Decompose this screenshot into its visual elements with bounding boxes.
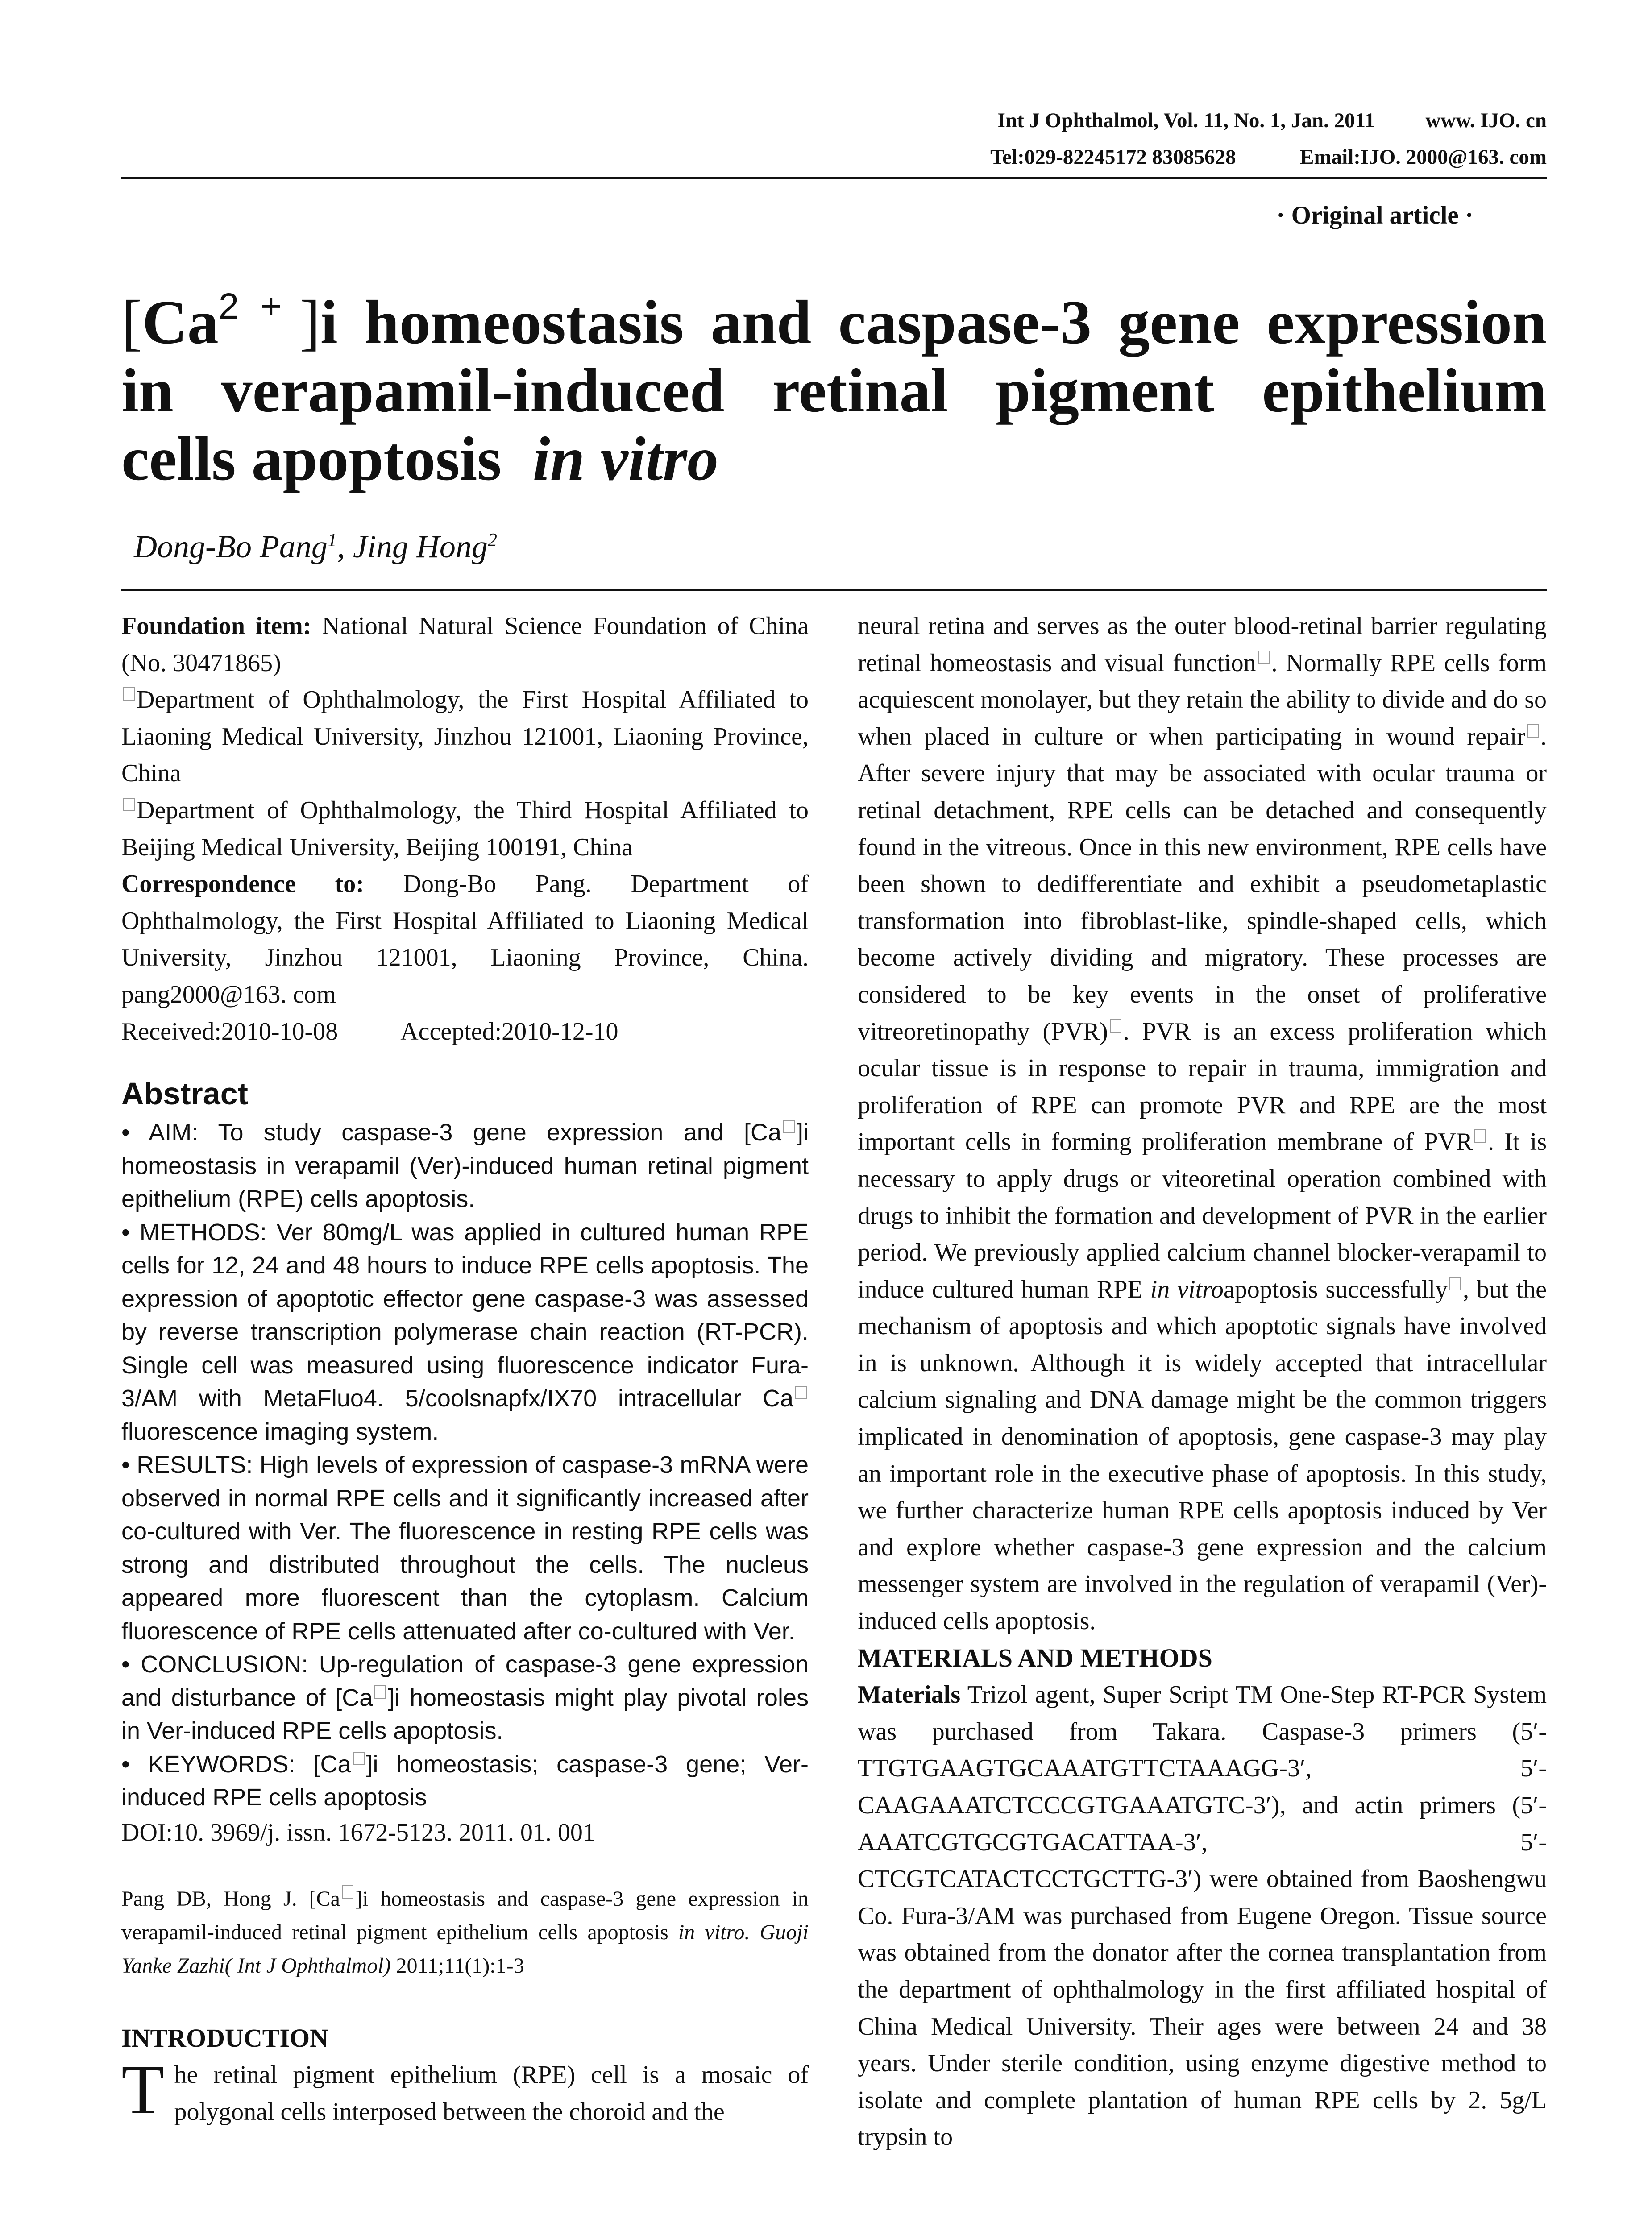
missing-glyph-icon	[1110, 1019, 1121, 1033]
doi[interactable]: DOI:10. 3969/j. issn. 1672-5123. 2011. 01. 001	[121, 1818, 595, 1846]
citation-text: Pang DB, Hong J. [Ca	[121, 1887, 340, 1911]
affiliation-mark: 2	[487, 530, 497, 551]
affiliation-text: Department of Ophthalmology, the First Hospital Affiliated to Liaoning Medical University, Jinzhou 121001, Liaoning Province, China	[121, 686, 809, 788]
introduction-text: he retinal pigment epithelium (RPE) cell is a mosaic of polygonal cells interposed between the choroid and the	[174, 2061, 809, 2126]
header-rule	[121, 177, 1547, 179]
authors-rule	[121, 589, 1547, 591]
materials-paragraph	[858, 1676, 1547, 2156]
citation-volume: 2011;11(1):1-3	[390, 1953, 524, 1978]
keywords-text: ]i homeostasis; caspase-3 gene; Ver-induced RPE cells apoptosis	[121, 1750, 809, 1811]
paper-title	[121, 272, 1547, 493]
conclusion-text: ]i homeostasis might play pivotal roles in Ver-induced RPE cells apoptosis.	[121, 1684, 809, 1745]
introduction-text: . After severe injury that may be associated with ocular trauma or retinal detachment, RPE cells can be detached and consequently found in the vitreous. Once in this new environment, RPE cells have been shown to dedifferentiate and exhibit a pseudometaplastic transformation into fibroblast-like, spindle-shaped cells, which become actively dividing and migratory. These processes are considered to be key events in the onset of proliferative vitreoretinopathy (PVR)	[858, 722, 1547, 1045]
title-in-vitro: in vitro	[532, 424, 718, 493]
missing-glyph-icon	[1449, 1277, 1461, 1290]
methods-text: fluorescence imaging system.	[121, 1418, 439, 1445]
received-date: Received:2010-10-08	[121, 1017, 338, 1045]
missing-glyph-icon	[1474, 1129, 1486, 1143]
citation-journal: in vitro. Guoji Yanke Zazhi( Int J Ophthalmol)	[121, 1920, 809, 1978]
missing-glyph-icon	[795, 1386, 807, 1399]
keywords-text: [Ca	[295, 1750, 351, 1778]
introduction-heading: INTRODUCTION	[121, 2023, 329, 2053]
abstract-methods	[121, 1216, 809, 1449]
aim-text: To study caspase-3 gene expression and [Ca	[198, 1119, 781, 1146]
journal-tel: Tel:029-82245172 83085628	[990, 145, 1236, 169]
abstract-aim	[121, 1116, 809, 1216]
dates	[121, 1013, 809, 1050]
journal-info: Int J Ophthalmol, Vol. 11, No. 1, Jan. 2011	[997, 109, 1375, 132]
methods-label: • METHODS:	[121, 1219, 267, 1246]
introduction-text: apoptosis successfully	[1223, 1275, 1448, 1303]
author-name: Dong-Bo Pang	[134, 529, 328, 564]
introduction-text: . Normally RPE cells form acquiescent monolayer, but they retain the ability to divide and do so when placed in culture or when participating in wound repair	[858, 649, 1547, 751]
author-list	[134, 528, 497, 565]
correspondence-label: Correspondence to:	[121, 870, 364, 898]
results-label: • RESULTS:	[121, 1451, 253, 1479]
foundation-text: National Natural Science Foundation of China (No. 30471865)	[121, 612, 809, 677]
aim-text: ]i homeostasis in verapamil (Ver)-induced human retinal pigment epithelium (RPE) cells apoptosis.	[121, 1119, 809, 1213]
journal-header-line-1	[997, 108, 1547, 133]
journal-website[interactable]: www. IJO. cn	[1425, 109, 1547, 132]
affiliation-mark: 1	[327, 530, 337, 551]
affiliation-1	[121, 681, 809, 792]
missing-glyph-icon	[123, 687, 135, 701]
conclusion-text: Up-regulation of caspase-3 gene expression and disturbance of [Ca	[121, 1651, 809, 1711]
missing-glyph-icon	[1258, 651, 1270, 664]
foundation-item	[121, 608, 809, 681]
results-text: High levels of expression of caspase-3 mRNA were observed in normal RPE cells and it significantly increased after co-cultured with Ver. The fluorescence in resting RPE cells was strong and distributed throughout the cells. The nucleus appeared more fluorescent than the cytoplasm. Calcium fluorescence of RPE cells attenuated after co-cultured with Ver.	[121, 1451, 809, 1645]
right-column	[858, 608, 1547, 2156]
title-bracket-open: [	[121, 288, 142, 357]
in-vitro-italic: in vitro	[1150, 1275, 1224, 1303]
citation	[121, 1882, 809, 1982]
title-ca: Ca	[142, 288, 219, 357]
article-type: · Original article ·	[1276, 201, 1474, 229]
abstract-heading: Abstract	[121, 1076, 248, 1111]
methods-text: Ver 80mg/L was applied in cultured human RPE cells for 12, 24 and 48 hours to induce RPE cells apoptosis. The expression of apoptotic effector gene caspase-3 was assessed by reverse transcription polymerase chain reaction (RT-PCR). Single cell was measured using fluorescence indicator Fura-3/AM with MetaFluo4. 5/coolsnapfx/IX70 intracellular Ca	[121, 1219, 809, 1412]
materials-text: Trizol agent, Super Script TM One-Step RT-PCR System was purchased from Takara. Caspase-3 primers (5′-TTGTGAAGTGCAAATGTTCTAAAGG-3′, 5′-CAAGAAATCTCCCGTGAAATGTC-3′), and actin primers (5′-AAATCGTGCGTGACATTAA-3′, 5′-CTCGTCATACTCCTGCTTG-3′) were obtained from Baoshengwu Co. Fura-3/AM was purchased from Eugene Oregon. Tissue source was obtained from the donator after the cornea transplantation from the department of ophthalmology in the first affiliated hospital of China Medical University. Their ages were between 24 and 38 years. Under sterile condition, using enzyme digestive method to isolate and complete plantation of human RPE cells by 2. 5g/L trypsin to	[858, 1681, 1547, 2151]
title-superscript: 2 +	[218, 286, 282, 327]
title-main: i homeostasis and caspase-3 gene expression in verapamil-induced retinal pigment epithelium cells apoptosis	[121, 288, 1547, 493]
correspondence-text: Dong-Bo Pang. Department of Ophthalmology, the First Hospital Affiliated to Liaoning Medical University, Jinzhou 121001, Liaoning Province, China. pang2000@163. com	[121, 870, 809, 1008]
author-separator: ,	[336, 529, 353, 564]
missing-glyph-icon	[374, 1685, 386, 1699]
missing-glyph-icon	[783, 1120, 795, 1133]
abstract-body	[121, 1116, 809, 1814]
foundation-label: Foundation item:	[121, 612, 311, 640]
introduction-continued	[858, 608, 1547, 1640]
affiliation-text: Department of Ophthalmology, the Third Hospital Affiliated to Beijing Medical University, Beijing 100191, China	[121, 796, 809, 861]
missing-glyph-icon	[123, 798, 135, 811]
abstract-keywords	[121, 1748, 809, 1814]
abstract-conclusion	[121, 1648, 809, 1748]
introduction-text: . It is necessary to apply drugs or viteoretinal operation combined with drugs to inhibit the formation and development of PVR in the earlier period. We previously applied calcium channel blocker-verapamil to induce cultured human RPE	[858, 1128, 1547, 1303]
accepted-date: Accepted:2010-12-10	[400, 1017, 618, 1045]
affiliation-2	[121, 792, 809, 866]
missing-glyph-icon	[1527, 724, 1539, 738]
title-bracket-close: ]	[299, 288, 320, 357]
author-name: Jing Hong	[353, 529, 488, 564]
conclusion-label: • CONCLUSION:	[121, 1651, 308, 1678]
left-column	[121, 608, 809, 2130]
introduction-text: , but the mechanism of apoptosis and which apoptotic signals have involved in is unknown. Although it is widely accepted that intracellular calcium signaling and DNA damage might be the common triggers implicated in denomination of apoptosis, gene caspase-3 may play an important role in the executive phase of apoptosis. In this study, we further characterize human RPE cells apoptosis induced by Ver and explore whether caspase-3 gene expression and the calcium messenger system are involved in the regulation of verapamil (Ver)-induced cells apoptosis.	[858, 1275, 1547, 1635]
introduction-paragraph	[121, 2051, 809, 2130]
materials-label: Materials	[858, 1681, 961, 1709]
introduction-text: . PVR is an excess proliferation which ocular tissue is in response to repair in trauma, immigration and proliferation of RPE can promote PVR and RPE are the most important cells in forming proliferation membrane of PVR	[858, 1017, 1547, 1156]
keywords-label: • KEYWORDS:	[121, 1750, 295, 1778]
missing-glyph-icon	[342, 1885, 353, 1899]
methods-heading: MATERIALS AND METHODS	[858, 1643, 1212, 1672]
abstract-results	[121, 1448, 809, 1648]
missing-glyph-icon	[353, 1752, 365, 1765]
introduction-text: neural retina and serves as the outer blood-retinal barrier regulating retinal homeostasis and visual function	[858, 612, 1547, 677]
aim-label: • AIM:	[121, 1119, 199, 1146]
correspondence	[121, 866, 809, 1013]
drop-cap: T	[121, 2051, 165, 2129]
journal-header-line-2	[990, 145, 1547, 169]
citation-text: ]i homeostasis and caspase-3 gene expression in verapamil-induced retinal pigment epithelium cells apoptosis	[121, 1887, 809, 1944]
journal-email[interactable]: Email:IJO. 2000@163. com	[1300, 145, 1547, 169]
